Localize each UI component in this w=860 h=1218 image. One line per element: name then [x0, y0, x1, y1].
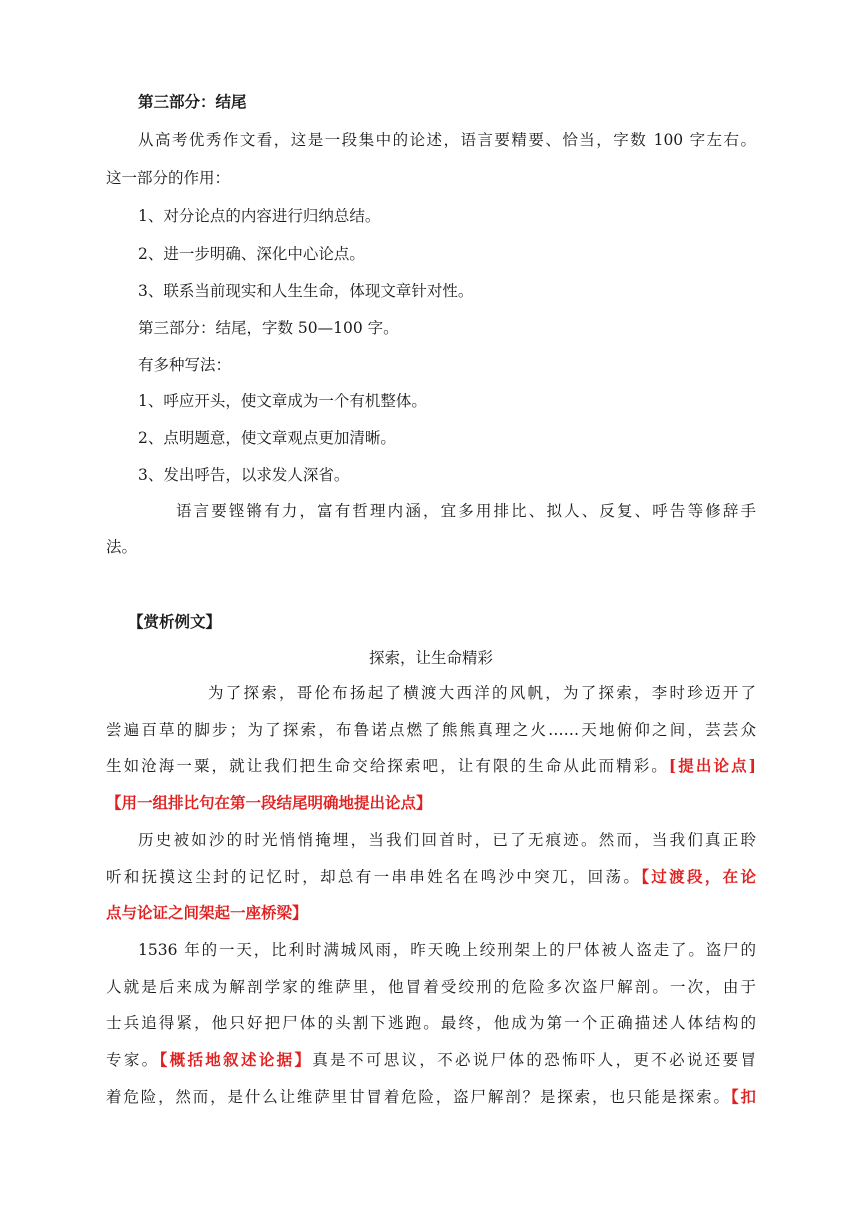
essay-text: 听和抚摸这尘封的记忆时，却总有一串串姓名在鸣沙中突兀，回荡。	[106, 868, 642, 886]
essay-line: 为了探索，哥伦布扬起了横渡大西洋的风帆，为了探索，李时珍迈开了	[208, 684, 756, 702]
annotation-note: [提出论点]	[668, 756, 756, 775]
essay-text: 生如沧海一粟，就让我们把生命交给探索吧，让有限的生命从此而精彩。	[106, 757, 669, 775]
essay-line: 尝遍百草的脚步；为了探索，布鲁诺点燃了熊熊真理之火……天地俯仰之间，芸芸众	[106, 721, 756, 739]
essay-line: 1536 年的一天，比利时满城风雨，昨天晚上绞刑架上的尸体被人盗走了。盗尸的	[138, 941, 756, 959]
essay-line: 人就是后来成为解剖学家的维萨里，他冒着受绞刑的危险多次盗尸解剖。一次，由于	[106, 978, 756, 996]
method-item: 2、点明题意，使文章观点更加清晰。	[138, 429, 396, 447]
function-item: 3、联系当前现实和人生生命，体现文章针对性。	[138, 282, 474, 300]
language-line: 法。	[106, 538, 138, 556]
methods-intro: 有多种写法：	[138, 356, 232, 374]
essay-line	[106, 1087, 756, 1107]
method-item: 3、发出呼告，以求发人深省。	[138, 466, 350, 484]
annotation-note: 【概括地叙述论据】	[159, 1050, 313, 1069]
method-item: 1、呼应开头，使文章成为一个有机整体。	[138, 392, 427, 410]
annotation-note: 点与论证之间架起一座桥梁】	[106, 903, 308, 922]
essay-text: 专家。	[106, 1051, 160, 1069]
essay-line: 历史被如沙的时光悄悄掩埋，当我们回首时，已了无痕迹。然而，当我们真正聆	[138, 831, 756, 849]
summary-line: 第三部分：结尾，字数 50—100 字。	[138, 319, 399, 337]
essay-line	[106, 756, 756, 776]
annotation-note: 【用一组排比句在第一段结尾明确地提出论点】	[106, 793, 432, 812]
intro-line: 从高考优秀作文看，这是一段集中的论述，语言要精要、恰当，字数 100 字左右。	[138, 131, 756, 149]
annotation-note: 【过渡段，在论	[641, 867, 756, 886]
section-heading: 第三部分：结尾	[138, 92, 247, 111]
essay-text: 真是不可思议，不必说尸体的恐怖吓人，更不必说还要冒	[312, 1051, 756, 1069]
essay-line: 士兵追得紧，他只好把尸体的头割下逃跑。最终，他成为第一个正确描述人体结构的	[106, 1014, 756, 1032]
language-line: 语言要铿锵有力，富有哲理内涵，宜多用排比、拟人、反复、呼告等修辞手	[176, 502, 756, 520]
essay-line	[106, 1050, 756, 1070]
annotation-note: 【扣	[730, 1087, 756, 1106]
function-item: 1、对分论点的内容进行归纳总结。	[138, 207, 381, 225]
intro-line: 这一部分的作用：	[106, 169, 231, 187]
essay-text: 着危险，然而，是什么让维萨里甘冒着危险，盗尸解剖？是探索，也只能是探索。	[106, 1088, 731, 1106]
example-heading: 【赏析例文】	[128, 612, 222, 631]
essay-title: 探索，让生命精彩	[368, 649, 493, 667]
essay-line	[106, 867, 756, 887]
function-item: 2、进一步明确、深化中心论点。	[138, 245, 365, 263]
